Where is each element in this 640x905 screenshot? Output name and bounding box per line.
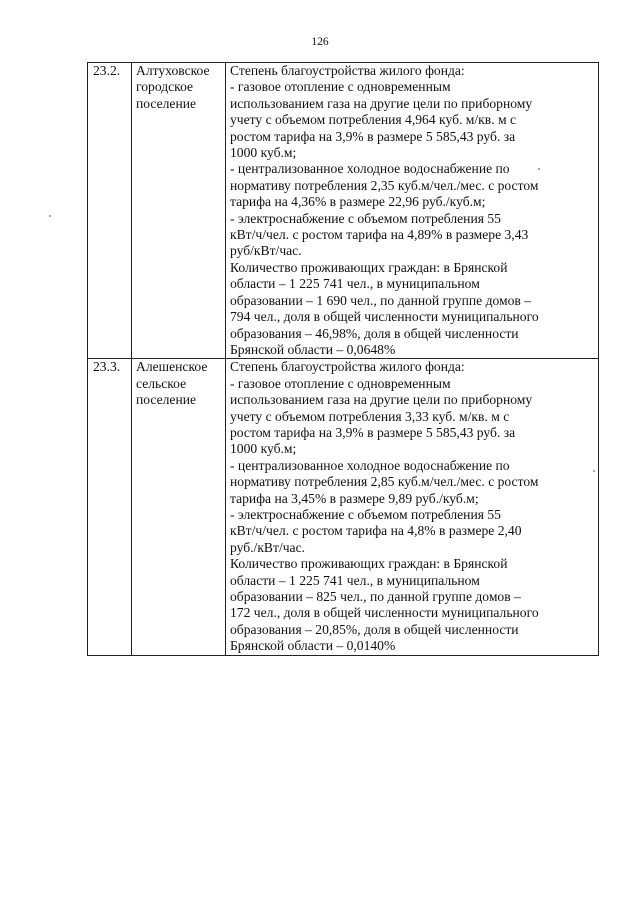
housing-description [226,359,599,655]
settlement-name-line: поселение [136,95,197,111]
row-number: 23.2. [88,63,132,359]
description-line: области – 1 225 741 чел., в муниципальном [230,572,480,588]
description-line: 1000 куб.м; [230,145,297,161]
description-line: ростом тарифа на 3,9% в размере 5 585,43 руб. за [230,424,516,440]
description-line: учету с объемом потребления 3,33 куб. м/кв. м с [230,408,510,424]
description-line: нормативу потребления 2,35 куб.м/чел./мес. с ростом [230,177,539,193]
description-line: области – 1 225 741 чел., в муниципальном [230,276,480,292]
row-number: 23.3. [88,359,132,655]
settlement-name [132,63,226,359]
description-line: образования – 20,85%, доля в общей численности [230,621,519,637]
description-line: - централизованное холодное водоснабжение по [230,457,510,473]
description-line: образовании – 825 чел., по данной группе домов – [230,589,521,604]
description-line: Брянской области – 0,0140% [230,638,396,654]
description-line: использованием газа на другие цели по приборному [230,392,533,408]
description-line: использованием газа на другие цели по приборному [230,95,533,111]
settlement-name-line: Алешенское [136,359,208,375]
description-line: образования – 46,98%, доля в общей численности [230,325,519,341]
settlement-name [132,359,226,655]
description-line: 172 чел., доля в общей численности муниципального [230,605,539,621]
description-line: Количество проживающих граждан: в Брянской [230,556,508,572]
settlement-table [87,62,599,656]
description-line: кВт/ч/чел. с ростом тарифа на 4,8% в размере 2,40 [230,523,522,539]
description-line: Брянской области – 0,0648% [230,341,396,357]
description-line: Количество проживающих граждан: в Брянской [230,259,508,275]
description-line: - газовое отопление с одновременным [230,79,451,95]
description-line: Степень благоустройства жилого фонда: [230,359,465,375]
scan-speck [538,168,540,170]
table-row [88,63,599,359]
settlement-name-line: городское [136,79,194,95]
settlement-name-line: Алтуховское [136,63,210,78]
page-number: 126 [311,36,329,48]
description-line: учету с объемом потребления 4,964 куб. м/кв. м с [230,112,517,128]
description-line: руб./кВт/час. [230,539,306,555]
description-line: кВт/ч/чел. с ростом тарифа на 4,89% в размере 3,43 [230,227,529,243]
settlement-name-line: сельское [136,375,187,391]
description-line: руб/кВт/час. [230,243,302,259]
description-line: - газовое отопление с одновременным [230,375,451,391]
description-line: Степень благоустройства жилого фонда: [230,63,465,78]
description-line: тарифа на 4,36% в размере 22,96 руб./куб.м; [230,194,486,210]
housing-description [226,63,599,359]
scan-speck [593,470,595,472]
description-line: 1000 куб.м; [230,441,297,457]
description-line: нормативу потребления 2,85 куб.м/чел./мес. с ростом [230,474,539,490]
description-line: образовании – 1 690 чел., по данной группе домов – [230,292,532,308]
description-line: - электроснабжение с объемом потребления 55 [230,210,501,226]
description-line: 794 чел., доля в общей численности муниципального [230,309,539,325]
settlement-name-line: поселение [136,392,197,408]
description-line: - централизованное холодное водоснабжение по [230,161,510,177]
description-line: ростом тарифа на 3,9% в размере 5 585,43 руб. за [230,128,516,144]
description-line: тарифа на 3,45% в размере 9,89 руб./куб.м; [230,490,479,506]
scan-speck [49,215,51,217]
table-row [88,359,599,655]
description-line: - электроснабжение с объемом потребления 55 [230,506,501,522]
